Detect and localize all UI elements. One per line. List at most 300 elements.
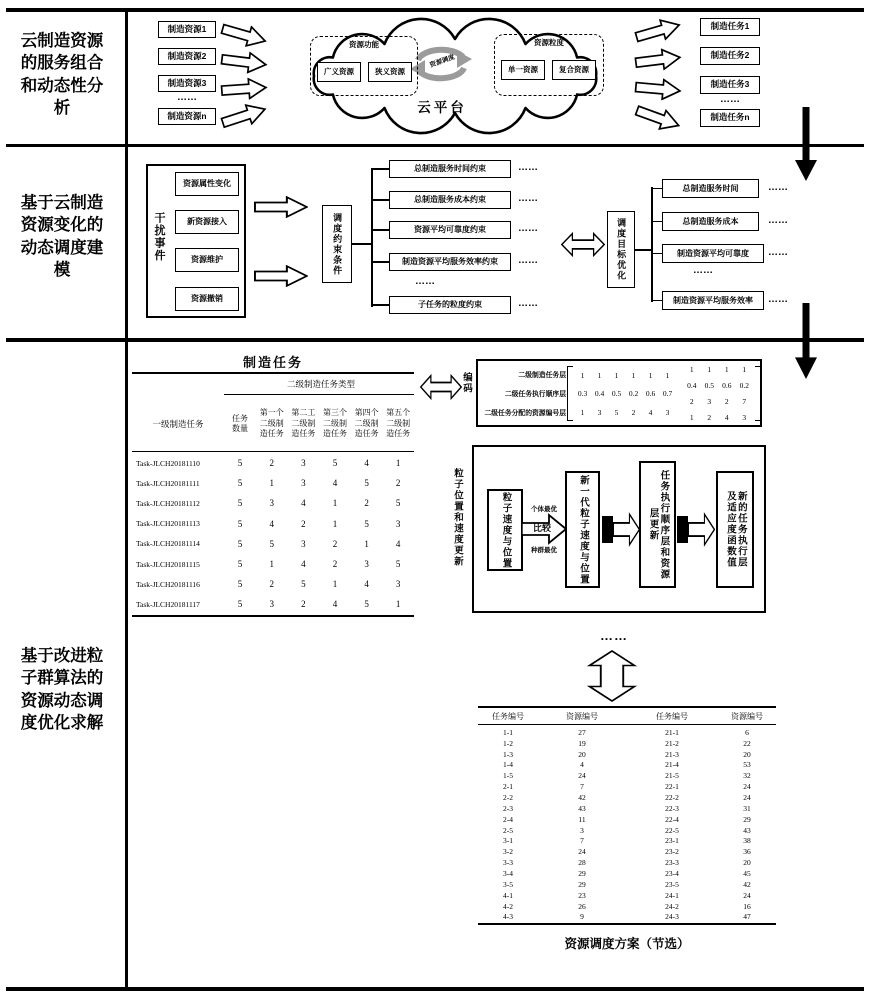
schedule-row — [478, 825, 776, 836]
schedule-row — [478, 836, 776, 847]
bottom-border — [6, 987, 864, 991]
schedule-cell: 21-1 — [665, 727, 679, 737]
schedule-cell: 3-3 — [503, 858, 513, 868]
value-cell: 3 — [395, 518, 401, 529]
matrix-cell: 7 — [742, 396, 747, 406]
schedule-cell: 4-3 — [503, 912, 513, 922]
matrix-cell: 0.5 — [611, 389, 622, 399]
schedule-cell: 20 — [578, 749, 586, 759]
schedule-row — [478, 890, 776, 901]
col-header-sub: 第五个 二级制 造任务 — [386, 408, 411, 439]
schedule-cell: 24-3 — [665, 912, 679, 922]
qty-cell: 5 — [237, 478, 243, 489]
objective-box: 总制造服务时间 — [662, 179, 759, 198]
matrix-cell: 1 — [742, 365, 747, 375]
schedule-cell: 32 — [743, 771, 751, 781]
table-row — [132, 514, 414, 534]
matrix-cell: 4 — [648, 407, 653, 417]
task-id-cell: Task-JLCH20181116 — [136, 579, 200, 589]
section1-label: 云制造资源的服务组合和动态性分析 — [20, 32, 104, 117]
schedule-cell: 24 — [743, 782, 751, 792]
schedule-cell: 26 — [578, 901, 586, 911]
schedule-cell: 20 — [743, 749, 751, 759]
value-cell: 3 — [301, 478, 306, 489]
constraint-ellipsis: …… — [518, 193, 538, 204]
table-row — [132, 473, 414, 493]
schedule-cell: 24 — [578, 847, 586, 857]
qty-cell: 5 — [237, 579, 243, 590]
schedule-col-header: 资源编号 — [731, 711, 763, 721]
constraint-ellipsis: …… — [518, 162, 538, 173]
compare-top-label: 个体最优 — [531, 506, 557, 513]
constraint-ellipsis: …… — [518, 298, 538, 309]
value-cell: 5 — [364, 518, 369, 529]
schedule-cell: 23-4 — [665, 868, 679, 878]
qty-cell: 5 — [237, 559, 243, 570]
constraint-box: 子任务的粒度约束 — [389, 296, 511, 314]
function-item-box: 广义资源 — [317, 62, 361, 82]
encoding-label: 编码 — [461, 372, 472, 394]
schedule-row — [478, 738, 776, 749]
schedule-cell: 20 — [743, 858, 751, 868]
value-cell: 4 — [269, 518, 275, 529]
matrix-cell: 3 — [665, 407, 670, 417]
schedule-cell: 1-2 — [503, 738, 513, 748]
disturbance-title: 干扰事件 — [153, 212, 165, 262]
constraint-box: 总制造服务时间约束 — [389, 160, 511, 178]
value-cell: 3 — [269, 599, 275, 610]
schedule-cell: 3 — [580, 825, 584, 835]
table-row — [132, 574, 414, 594]
schedule-cell: 19 — [578, 738, 586, 748]
schedule-cell: 42 — [743, 879, 751, 889]
table-rule — [478, 706, 776, 708]
constraint-hub-box — [322, 205, 352, 283]
schedule-row — [478, 781, 776, 792]
table-row — [132, 534, 414, 554]
section-divider-1 — [6, 144, 864, 147]
table-row — [132, 453, 414, 473]
schedule-cell: 23 — [578, 890, 586, 900]
matrix-cell: 1 — [665, 370, 670, 380]
matrix-cell: 0.6 — [722, 381, 732, 391]
constraint-box: 制造资源平均服务效率约束 — [389, 253, 511, 271]
task-box: 制造任务1 — [700, 18, 760, 36]
matrix-cell: 1 — [597, 370, 602, 380]
schedule-cell: 47 — [743, 912, 751, 922]
objective-box: 总制造服务成本 — [662, 212, 759, 231]
pso-box3-label: 任务执行顺序层和资源层更新 — [647, 469, 670, 580]
schedule-cell: 22-5 — [665, 825, 679, 835]
value-cell: 2 — [364, 498, 369, 509]
value-cell: 4 — [364, 458, 369, 469]
double-arrow-icon — [561, 232, 605, 257]
function-item-box: 狭义资源 — [368, 62, 412, 82]
constraint-box: 资源平均可靠度约束 — [389, 221, 511, 239]
table-row — [132, 554, 414, 574]
schedule-cell: 4-2 — [503, 901, 513, 911]
schedule-row — [478, 901, 776, 912]
value-cell: 2 — [332, 559, 338, 570]
value-cell: 2 — [269, 579, 275, 590]
resource-flow-arrow-icon — [218, 18, 270, 52]
constraint-box: 总制造服务成本约束 — [389, 191, 511, 209]
matrix-cell: 5 — [614, 407, 619, 417]
schedule-cell: 4-1 — [503, 890, 513, 900]
col-header-sub: 第二工 二级制 造任务 — [291, 408, 316, 439]
schedule-cell: 4 — [580, 760, 584, 770]
task-id-cell: Task-JLCH20181117 — [136, 599, 200, 609]
value-cell: 3 — [395, 579, 401, 590]
matrix-cell: 1 — [707, 365, 712, 375]
matrix-row-label: 二级任务分配的资源编号层 — [484, 410, 566, 417]
objective-hub-box — [607, 211, 635, 288]
disturbance-item-box: 资源撤销 — [175, 287, 239, 311]
matrix-right — [683, 362, 753, 425]
col-header-primary: 一级制造任务 — [152, 419, 204, 429]
disturbance-item-box: 资源维护 — [175, 248, 239, 272]
schedule-cell: 1-1 — [503, 727, 513, 737]
qty-cell: 5 — [237, 518, 243, 529]
schedule-cell: 23-5 — [665, 879, 679, 889]
arrow-tail-bar — [677, 516, 688, 543]
task-id-cell: Task-JLCH20181113 — [136, 519, 200, 529]
schedule-cell: 28 — [578, 858, 586, 868]
qty-cell: 5 — [237, 498, 243, 509]
value-cell: 2 — [332, 538, 338, 549]
task-flow-arrow-icon — [632, 99, 685, 136]
value-cell: 4 — [395, 538, 401, 549]
constraint-ellipsis: …… — [518, 255, 538, 266]
matrix-cell: 0.6 — [645, 389, 656, 399]
schedule-cell: 21-3 — [665, 749, 679, 759]
qty-cell: 5 — [237, 538, 243, 549]
schedule-col-header: 任务编号 — [492, 711, 524, 721]
schedule-cell: 31 — [743, 803, 751, 813]
value-cell: 5 — [301, 579, 306, 590]
schedule-header-row — [478, 709, 776, 723]
arrow-tail-bar — [602, 516, 613, 543]
pso-box1-label: 粒子速度与位置 — [500, 491, 512, 569]
objective-box: 制造资源平均可靠度 — [662, 244, 764, 263]
value-cell: 1 — [332, 579, 338, 590]
schedule-row — [478, 760, 776, 771]
schedule-row — [478, 814, 776, 825]
schedule-cell: 1-5 — [503, 771, 513, 781]
matrix-cell: 0.5 — [704, 381, 714, 391]
table-row — [132, 493, 414, 513]
connector-line — [371, 199, 390, 201]
table-rule — [132, 372, 414, 374]
value-cell: 3 — [364, 559, 369, 570]
schedule-cell: 2-4 — [503, 814, 513, 824]
schedule-row — [478, 803, 776, 814]
disturbance-arrow-icon — [254, 265, 308, 287]
schedule-cell: 22-3 — [665, 803, 679, 813]
pso-box3 — [639, 461, 676, 588]
pso-step-arrow-icon — [613, 512, 640, 547]
resource-flow-arrow-icon — [218, 98, 270, 134]
task-id-cell: Task-JLCH20181115 — [136, 559, 200, 569]
schedule-row — [478, 879, 776, 890]
schedule-cell: 24 — [743, 793, 751, 803]
schedule-cell: 1-3 — [503, 749, 513, 759]
table-rule — [132, 615, 414, 617]
resource-flow-arrow-icon — [219, 48, 269, 76]
encoding-matrix-box — [476, 359, 762, 427]
matrix-bracket-right — [755, 366, 761, 421]
schedule-cell: 42 — [578, 793, 586, 803]
value-cell: 2 — [301, 518, 306, 529]
disturbance-arrow-icon — [254, 196, 308, 218]
schedule-row — [478, 868, 776, 879]
schedule-cell: 43 — [743, 825, 751, 835]
schedule-row — [478, 846, 776, 857]
schedule-cell: 23-1 — [665, 836, 679, 846]
schedule-cell: 22-1 — [665, 782, 679, 792]
cloud-platform-label: 云平台 — [417, 100, 467, 115]
task-box-ellipsis: …… — [720, 94, 740, 105]
pso-box4-label: 新的任务执行层及适应度函数值 — [725, 491, 747, 568]
schedule-cell: 53 — [743, 760, 751, 770]
schedule-col-header: 资源编号 — [566, 711, 598, 721]
connector-line — [635, 249, 652, 251]
schedule-cell: 43 — [578, 803, 586, 813]
schedule-cell: 29 — [743, 814, 751, 824]
table-rule — [478, 724, 776, 725]
disturbance-item-box: 新资源接入 — [175, 210, 239, 234]
pso-step-arrow-icon — [688, 512, 715, 547]
schedule-cell: 6 — [745, 727, 749, 737]
schedule-cell: 29 — [578, 868, 586, 878]
schedule-cell: 2-5 — [503, 825, 513, 835]
matrix-bracket-left — [567, 366, 573, 421]
value-cell: 5 — [395, 498, 401, 509]
schedule-cell: 23-2 — [665, 847, 679, 857]
resource-box-ellipsis: …… — [177, 92, 197, 103]
matrix-row-label: 二级制造任务层 — [518, 372, 566, 379]
value-cell: 5 — [364, 478, 369, 489]
disturbance-item-box: 资源属性变化 — [175, 172, 239, 196]
schedule-cell: 22-4 — [665, 814, 679, 824]
value-cell: 4 — [332, 478, 338, 489]
connector-line — [371, 261, 390, 263]
schedule-cell: 22 — [743, 738, 751, 748]
resource-box: 制造资源n — [158, 108, 216, 125]
col-header-sub: 第三个 二级制 造任务 — [322, 408, 347, 439]
value-cell: 5 — [269, 538, 275, 549]
task-id-cell: Task-JLCH20181114 — [136, 539, 200, 549]
objective-ellipsis: …… — [768, 247, 788, 258]
value-cell: 1 — [269, 559, 275, 570]
matrix-cell: 0.2 — [739, 381, 749, 391]
schedule-cell: 3-4 — [503, 868, 513, 878]
schedule-caption: 资源调度方案（节选） — [564, 937, 690, 951]
value-cell: 4 — [332, 599, 338, 610]
matrix-cell: 2 — [724, 396, 729, 406]
schedule-row — [478, 857, 776, 868]
connector-line — [651, 187, 653, 302]
matrix-cell: 1 — [648, 370, 653, 380]
schedule-cell: 2-3 — [503, 803, 513, 813]
schedule-cell: 3-5 — [503, 879, 513, 889]
pso-box2 — [565, 471, 600, 588]
schedule-cell: 29 — [578, 879, 586, 889]
value-cell: 2 — [301, 599, 306, 610]
matrix-cell: 2 — [631, 407, 636, 417]
value-cell: 3 — [301, 458, 306, 469]
matrix-cell: 2 — [707, 412, 712, 422]
resource-box: 制造资源2 — [158, 48, 216, 65]
compare-mid-label: 比较 — [532, 523, 551, 533]
compare-bottom-label: 种群最优 — [531, 547, 557, 554]
task-table-title: 制造任务 — [242, 355, 303, 370]
span-underline — [224, 394, 414, 395]
value-cell: 3 — [301, 538, 306, 549]
task-box: 制造任务3 — [700, 76, 760, 94]
span-header: 二级制造任务类型 — [286, 379, 355, 389]
qty-cell: 5 — [237, 458, 243, 469]
value-cell: 2 — [269, 458, 275, 469]
label-column-divider — [125, 8, 128, 990]
objective-ellipsis: …… — [768, 215, 788, 226]
value-cell: 1 — [332, 518, 338, 529]
schedule-cell: 9 — [580, 912, 584, 922]
section-down-arrow-icon — [795, 303, 817, 379]
schedule-cell: 7 — [580, 782, 584, 792]
value-cell: 2 — [395, 478, 401, 489]
task-id-cell: Task-JLCH20181110 — [136, 458, 200, 468]
matrix-left — [574, 366, 676, 422]
objective-ellipsis: …… — [768, 182, 788, 193]
task-flow-arrow-icon — [632, 14, 684, 48]
schedule-cell: 45 — [743, 868, 751, 878]
connector-line — [352, 243, 372, 245]
value-cell: 1 — [269, 478, 275, 489]
table-row — [132, 594, 414, 614]
schedule-row — [478, 770, 776, 781]
vertical-double-arrow-icon — [586, 650, 638, 702]
value-cell: 1 — [332, 498, 338, 509]
schedule-col-header: 任务编号 — [656, 711, 688, 721]
objective-hub-label: 调度目标优化 — [616, 218, 627, 281]
schedule-cell: 21-5 — [665, 771, 679, 781]
resource-function-title: 资源功能 — [349, 40, 379, 49]
value-cell: 1 — [364, 538, 369, 549]
schedule-row — [478, 749, 776, 760]
value-cell: 5 — [364, 599, 369, 610]
matrix-cell: 1 — [724, 365, 729, 375]
value-cell: 4 — [364, 579, 369, 590]
constraint-mid-ellipsis: …… — [415, 276, 435, 287]
value-cell: 1 — [395, 599, 401, 610]
objective-ellipsis: …… — [768, 294, 788, 305]
matrix-cell: 4 — [724, 412, 729, 422]
schedule-cell: 16 — [743, 901, 751, 911]
schedule-table — [478, 706, 776, 926]
value-cell: 5 — [395, 559, 401, 570]
resource-box: 制造资源3 — [158, 75, 216, 92]
connector-line — [371, 168, 390, 170]
matrix-cell: 1 — [689, 412, 694, 422]
col-header-qty: 任务 数量 — [232, 413, 248, 433]
task-box: 制造任务2 — [700, 47, 760, 65]
connector-line — [371, 168, 373, 307]
schedule-cell: 23-3 — [665, 858, 679, 868]
task-id-cell: Task-JLCH20181111 — [136, 478, 200, 488]
schedule-cell: 7 — [580, 836, 584, 846]
constraint-ellipsis: …… — [518, 223, 538, 234]
matrix-cell: 0.4 — [594, 389, 605, 399]
schedule-cell: 22-2 — [665, 793, 679, 803]
schedule-cell: 24 — [743, 890, 751, 900]
schedule-cell: 24 — [578, 771, 586, 781]
value-cell: 3 — [269, 498, 275, 509]
connector-line — [371, 229, 390, 231]
schedule-cell: 11 — [578, 814, 586, 824]
pso-outer-label: 粒子位置和速度更新 — [452, 468, 463, 567]
section-divider-2 — [6, 338, 864, 342]
connector-line — [371, 304, 390, 306]
schedule-cell: 1-4 — [503, 760, 513, 770]
matrix-cell: 3 — [597, 407, 602, 417]
schedule-cell: 21-2 — [665, 738, 679, 748]
schedule-cell: 21-4 — [665, 760, 679, 770]
table-rule — [478, 923, 776, 925]
matrix-cell: 1 — [689, 365, 694, 375]
matrix-row-label: 二级任务执行顺序层 — [504, 391, 566, 398]
task-flow-arrow-icon — [633, 46, 683, 74]
schedule-cell: 2-2 — [503, 793, 513, 803]
constraint-hub-label: 调度约束条件 — [332, 212, 343, 276]
qty-cell: 5 — [237, 599, 243, 610]
schedule-row — [478, 727, 776, 738]
encode-double-arrow-icon — [420, 374, 462, 400]
matrix-cell: 3 — [742, 412, 747, 422]
cycle-label: 资源调度 — [428, 53, 456, 70]
schedule-cell: 24-2 — [665, 901, 679, 911]
matrix-cell: 0.2 — [628, 389, 639, 399]
col-header-sub: 第一个 二级制 造任务 — [259, 408, 284, 439]
schedule-cell: 2-1 — [503, 782, 513, 792]
pso-box4 — [716, 471, 754, 588]
objective-box: 制造资源平均服务效率 — [662, 291, 764, 310]
matrix-cell: 2 — [689, 396, 694, 406]
schedule-cell: 24-1 — [665, 890, 679, 900]
task-id-cell: Task-JLCH20181112 — [136, 498, 200, 508]
task-box: 制造任务n — [700, 109, 760, 127]
resource-granularity-title: 资源粒度 — [534, 38, 564, 47]
value-cell: 4 — [301, 498, 306, 509]
iteration-dots: …… — [600, 628, 628, 643]
schedule-cell: 38 — [743, 836, 751, 846]
section3-label: 基于改进粒子群算法的资源动态调度优化求解 — [20, 647, 104, 732]
granularity-item-box: 复合资源 — [552, 60, 596, 80]
resource-box: 制造资源1 — [158, 21, 216, 38]
schedule-cell: 3-2 — [503, 847, 513, 857]
schedule-cell: 3-1 — [503, 836, 513, 846]
task-flow-arrow-icon — [633, 76, 683, 102]
col-header-sub: 第四个 二级制 造任务 — [354, 408, 379, 439]
pso-box1 — [487, 489, 523, 571]
matrix-cell: 1 — [580, 370, 585, 380]
matrix-cell: 1 — [631, 370, 636, 380]
value-cell: 5 — [332, 458, 338, 469]
schedule-cell: 27 — [578, 727, 586, 737]
schedule-row — [478, 792, 776, 803]
matrix-cell: 0.3 — [577, 389, 588, 399]
schedule-row — [478, 911, 776, 922]
